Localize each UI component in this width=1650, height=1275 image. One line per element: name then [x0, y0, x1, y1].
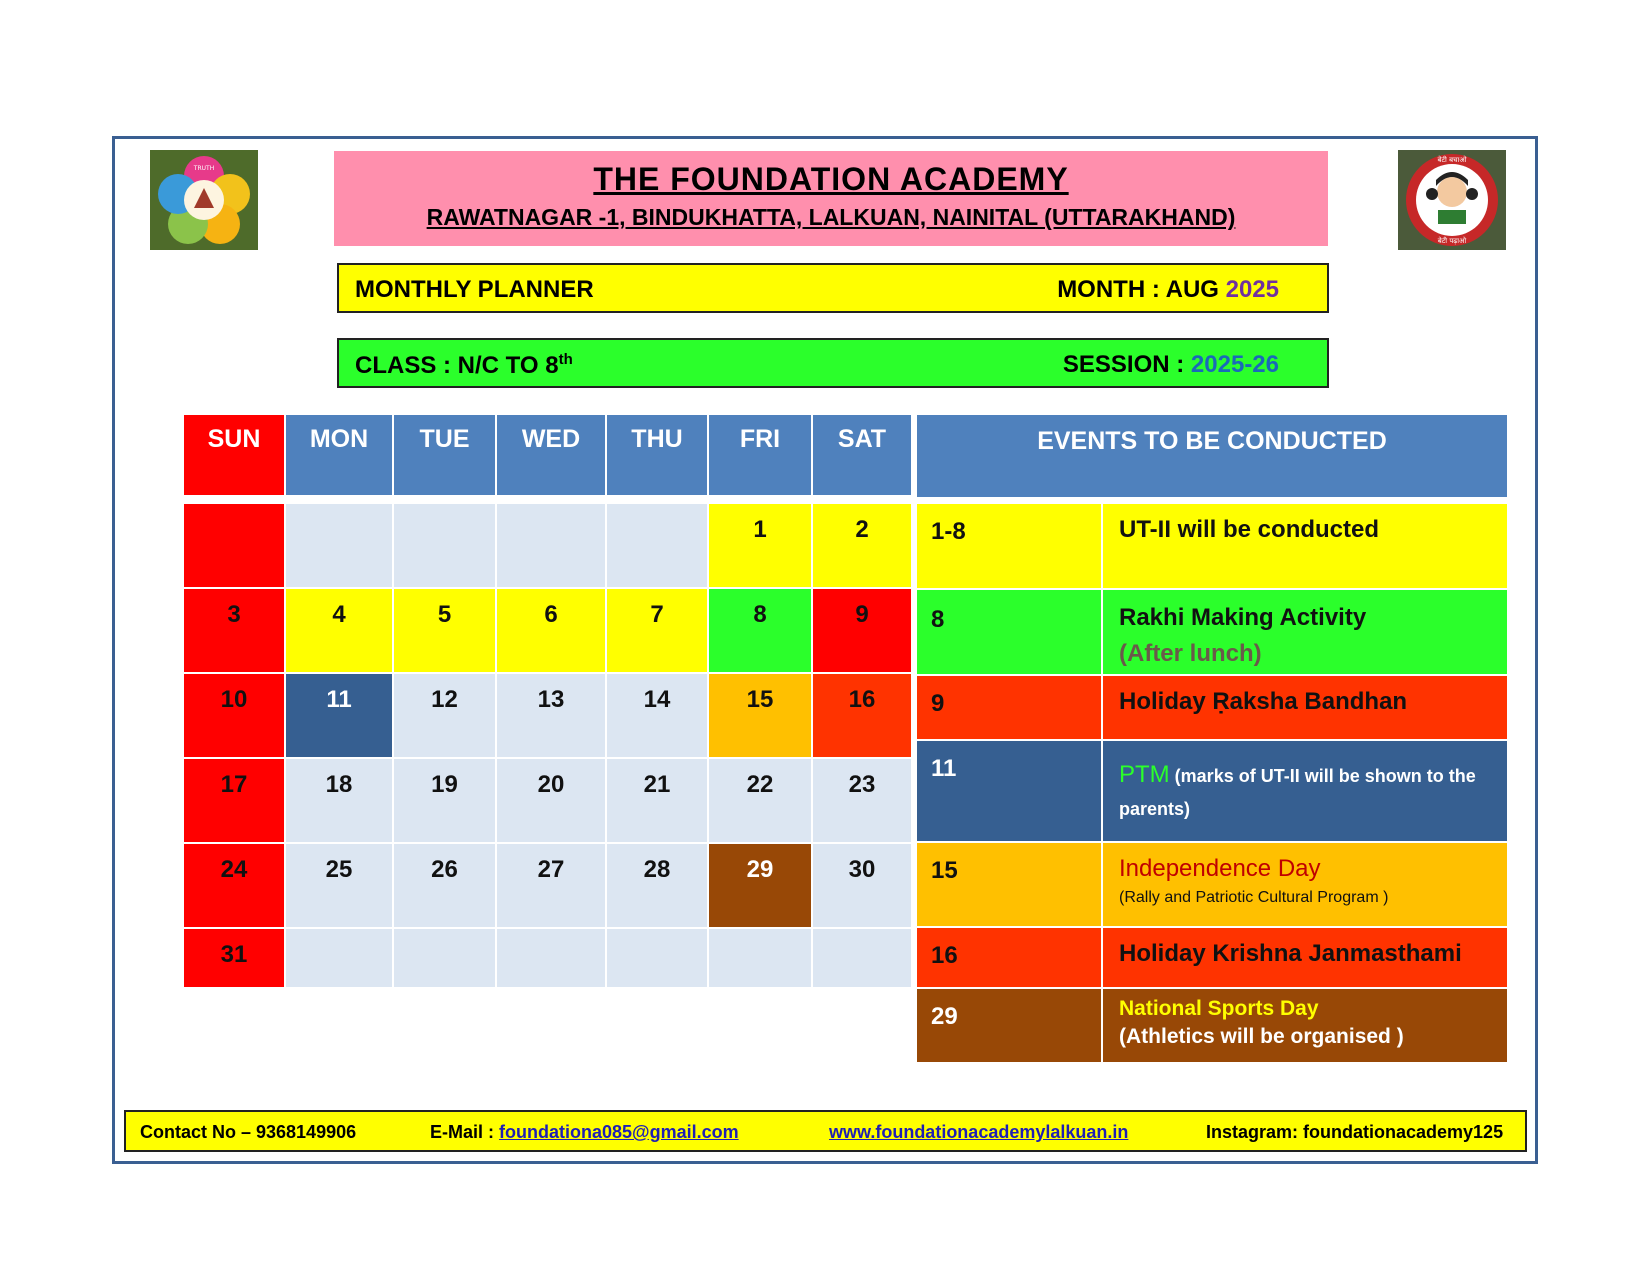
calendar-day-4: 4	[286, 589, 394, 674]
calendar-day-28: 28	[607, 844, 709, 929]
calendar-empty-cell	[394, 929, 497, 989]
event-date: 29	[917, 989, 1103, 1062]
event-description	[1103, 741, 1507, 841]
planner-bar	[337, 263, 1329, 313]
event-date: 16	[917, 928, 1103, 987]
event-date: 11	[917, 741, 1103, 841]
calendar-day-23: 23	[813, 759, 913, 844]
calendar-empty-cell	[286, 504, 394, 589]
calendar-day-18: 18	[286, 759, 394, 844]
event-date: 8	[917, 590, 1103, 674]
event-row	[917, 676, 1507, 741]
month-year: 2025	[1225, 276, 1279, 303]
calendar-day-21: 21	[607, 759, 709, 844]
event-row	[917, 928, 1507, 989]
calendar-day-27: 27	[497, 844, 607, 929]
calendar-day-6: 6	[497, 589, 607, 674]
school-header	[334, 151, 1328, 246]
day-header-sat: SAT	[813, 415, 913, 497]
event-title: Holiday Ṛaksha Bandhan	[1119, 688, 1408, 715]
event-description	[1103, 590, 1507, 674]
class-bar	[337, 338, 1329, 388]
calendar-day-16: 16	[813, 674, 913, 759]
calendar-day-15: 15	[709, 674, 813, 759]
calendar-empty-cell	[813, 929, 913, 989]
calendar-day-25: 25	[286, 844, 394, 929]
calendar-empty-cell	[394, 504, 497, 589]
svg-text:बेटी पढ़ाओ: बेटी पढ़ाओ	[1437, 237, 1467, 245]
school-name: THE FOUNDATION ACADEMY	[593, 161, 1069, 197]
event-note: (Athletics will be organised )	[1119, 1025, 1404, 1048]
event-title: National Sports Day	[1119, 997, 1319, 1020]
session-label: SESSION : 2025-26	[1062, 351, 1279, 378]
calendar-day-20: 20	[497, 759, 607, 844]
calendar-empty-cell	[497, 929, 607, 989]
event-title: Independence Day	[1119, 855, 1321, 882]
instagram-handle: Instagram: foundationacademy125	[1206, 1122, 1504, 1142]
calendar-day-14: 14	[607, 674, 709, 759]
svg-text:बेटी बचाओ: बेटी बचाओ	[1437, 156, 1467, 164]
day-header-thu: THU	[607, 415, 709, 497]
event-row	[917, 504, 1507, 590]
calendar-day-3: 3	[184, 589, 286, 674]
calendar-day-12: 12	[394, 674, 497, 759]
svg-text:TRUTH: TRUTH	[193, 165, 215, 172]
planner-label: MONTHLY PLANNER	[355, 276, 594, 303]
calendar-empty-cell	[607, 929, 709, 989]
beti-bachao-logo	[1398, 150, 1506, 250]
event-title: PTM	[1119, 761, 1170, 788]
calendar-day-11: 11	[286, 674, 394, 759]
school-address: RAWATNAGAR -1, BINDUKHATTA, LALKUAN, NAINITAL (UTTARAKHAND)	[426, 204, 1236, 230]
calendar-empty-cell	[497, 504, 607, 589]
website-link[interactable]: www.foundationacademylalkuan.in	[829, 1122, 1129, 1142]
calendar-day-26: 26	[394, 844, 497, 929]
calendar-day-10: 10	[184, 674, 286, 759]
event-row	[917, 843, 1507, 928]
calendar-day-17: 17	[184, 759, 286, 844]
calendar-empty-cell	[709, 929, 813, 989]
event-row	[917, 741, 1507, 843]
day-header-tue: TUE	[394, 415, 497, 497]
calendar-day-29: 29	[709, 844, 813, 929]
event-date: 15	[917, 843, 1103, 926]
events-header: EVENTS TO BE CONDUCTED	[917, 415, 1507, 497]
day-header-fri: FRI	[709, 415, 813, 497]
event-title: UT-II will be conducted	[1119, 516, 1380, 543]
event-row	[917, 989, 1507, 1064]
event-description	[1103, 843, 1507, 926]
event-row	[917, 590, 1507, 676]
calendar-empty-cell	[286, 929, 394, 989]
event-description	[1103, 989, 1507, 1062]
contact-number: Contact No – 9368149906	[140, 1122, 357, 1142]
calendar-day-8: 8	[709, 589, 813, 674]
class-label: CLASS : N/C TO 8th	[355, 351, 573, 379]
email-block: E-Mail : foundationa085@gmail.com	[430, 1122, 739, 1142]
calendar-day-19: 19	[394, 759, 497, 844]
event-date: 1-8	[917, 504, 1103, 588]
calendar-day-7: 7	[607, 589, 709, 674]
event-title: Holiday Krishna Janmasthami	[1119, 940, 1462, 967]
event-date: 9	[917, 676, 1103, 739]
event-title: Rakhi Making Activity	[1119, 604, 1367, 631]
event-note: (marks of UT-II will be shown to the parents)	[1119, 766, 1476, 819]
calendar-day-2: 2	[813, 504, 913, 589]
contact-footer	[124, 1110, 1527, 1152]
calendar-day-9: 9	[813, 589, 913, 674]
session-value: 2025-26	[1190, 351, 1279, 378]
day-header-wed: WED	[497, 415, 607, 497]
month-label: MONTH : AUG 2025	[1057, 276, 1279, 303]
flower-logo-icon	[150, 150, 258, 250]
school-logo	[150, 150, 258, 250]
event-note: (Rally and Patriotic Cultural Program )	[1119, 889, 1389, 906]
calendar-day-13: 13	[497, 674, 607, 759]
calendar-empty-cell	[607, 504, 709, 589]
day-header-sun: SUN	[184, 415, 286, 497]
calendar-day-24: 24	[184, 844, 286, 929]
calendar-empty-cell	[184, 504, 286, 589]
girl-logo-icon	[1398, 150, 1506, 250]
event-note: (After lunch)	[1119, 640, 1262, 667]
calendar-day-31: 31	[184, 929, 286, 989]
calendar-day-5: 5	[394, 589, 497, 674]
calendar-day-1: 1	[709, 504, 813, 589]
email-link[interactable]: foundationa085@gmail.com	[499, 1122, 739, 1142]
day-header-mon: MON	[286, 415, 394, 497]
calendar-day-22: 22	[709, 759, 813, 844]
calendar-day-30: 30	[813, 844, 913, 929]
